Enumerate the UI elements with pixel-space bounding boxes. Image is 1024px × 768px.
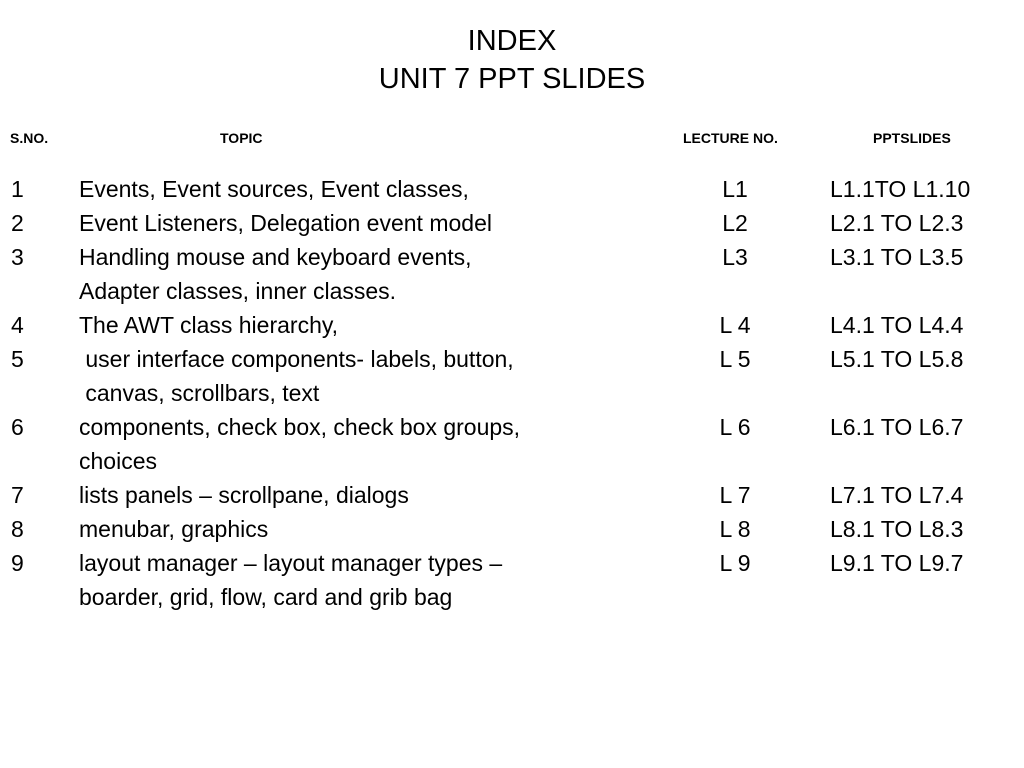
- row-topic: [79, 410, 689, 478]
- table-header: [0, 130, 1024, 150]
- row-sno: 6: [11, 414, 24, 440]
- row-lecture-no: L 9: [719, 550, 751, 576]
- row-topic-line: The AWT class hierarchy,: [79, 312, 339, 338]
- row-topic: [79, 478, 689, 512]
- row-lecture-no: L 5: [719, 346, 751, 372]
- table-row: [0, 410, 1024, 478]
- row-lecture-no: L2: [722, 210, 748, 236]
- header-sno: S.NO.: [10, 130, 49, 146]
- row-topic-line: Event Listeners, Delegation event model: [79, 210, 492, 236]
- row-pptslides: L3.1 TO L3.5: [830, 244, 964, 270]
- row-lecture-no: L3: [722, 244, 748, 270]
- row-topic-line: Handling mouse and keyboard events,: [79, 244, 472, 270]
- row-pptslides: L7.1 TO L7.4: [830, 482, 964, 508]
- row-pptslides: L8.1 TO L8.3: [830, 516, 964, 542]
- header-lecture-no: LECTURE NO.: [683, 130, 778, 146]
- header-topic: TOPIC: [220, 130, 263, 146]
- row-topic-line: lists panels – scrollpane, dialogs: [79, 482, 409, 508]
- row-topic: [79, 172, 689, 206]
- row-topic-line: choices: [79, 448, 157, 474]
- table-row: [0, 308, 1024, 342]
- row-pptslides: L4.1 TO L4.4: [830, 312, 964, 338]
- row-lecture-no: L 7: [719, 482, 751, 508]
- table-row: [0, 512, 1024, 546]
- row-topic: [79, 512, 689, 546]
- row-lecture-no: L 6: [719, 414, 751, 440]
- row-sno: 7: [11, 482, 24, 508]
- row-topic-line: Events, Event sources, Event classes,: [79, 176, 469, 202]
- row-sno: 3: [11, 244, 24, 270]
- row-topic-line: layout manager – layout manager types –: [79, 550, 503, 576]
- row-topic-line: menubar, graphics: [79, 516, 269, 542]
- row-pptslides: L9.1 TO L9.7: [830, 550, 964, 576]
- row-lecture-no: L 8: [719, 516, 751, 542]
- row-topic-line: Adapter classes, inner classes.: [79, 278, 397, 304]
- row-topic: [79, 206, 689, 240]
- row-pptslides: L2.1 TO L2.3: [830, 210, 964, 236]
- table-row: [0, 240, 1024, 308]
- row-lecture-no: L 4: [719, 312, 751, 338]
- row-topic-line: user interface components- labels, button,: [79, 346, 514, 372]
- row-sno: 5: [11, 346, 24, 372]
- row-topic-line: canvas, scrollbars, text: [79, 380, 320, 406]
- row-sno: 1: [11, 176, 24, 202]
- row-lecture-no: L1: [722, 176, 748, 202]
- table-row: [0, 546, 1024, 614]
- table-row: [0, 206, 1024, 240]
- row-sno: 4: [11, 312, 24, 338]
- table-row: [0, 342, 1024, 410]
- table-row: [0, 478, 1024, 512]
- row-topic-line: boarder, grid, flow, card and grib bag: [79, 584, 453, 610]
- row-sno: 9: [11, 550, 24, 576]
- slide-title: [0, 22, 1024, 98]
- title-line-2: UNIT 7 PPT SLIDES: [378, 63, 646, 95]
- table-row: [0, 172, 1024, 206]
- row-topic: [79, 546, 689, 614]
- index-table: [0, 172, 1024, 614]
- title-line-1: INDEX: [467, 25, 557, 57]
- row-sno: 2: [11, 210, 24, 236]
- row-topic-line: components, check box, check box groups,: [79, 414, 521, 440]
- row-topic: [79, 342, 689, 410]
- row-pptslides: L5.1 TO L5.8: [830, 346, 964, 372]
- header-pptslides: PPTSLIDES: [873, 130, 951, 146]
- row-pptslides: L1.1TO L1.10: [830, 176, 971, 202]
- row-topic: [79, 240, 689, 308]
- row-topic: [79, 308, 689, 342]
- row-pptslides: L6.1 TO L6.7: [830, 414, 964, 440]
- row-sno: 8: [11, 516, 24, 542]
